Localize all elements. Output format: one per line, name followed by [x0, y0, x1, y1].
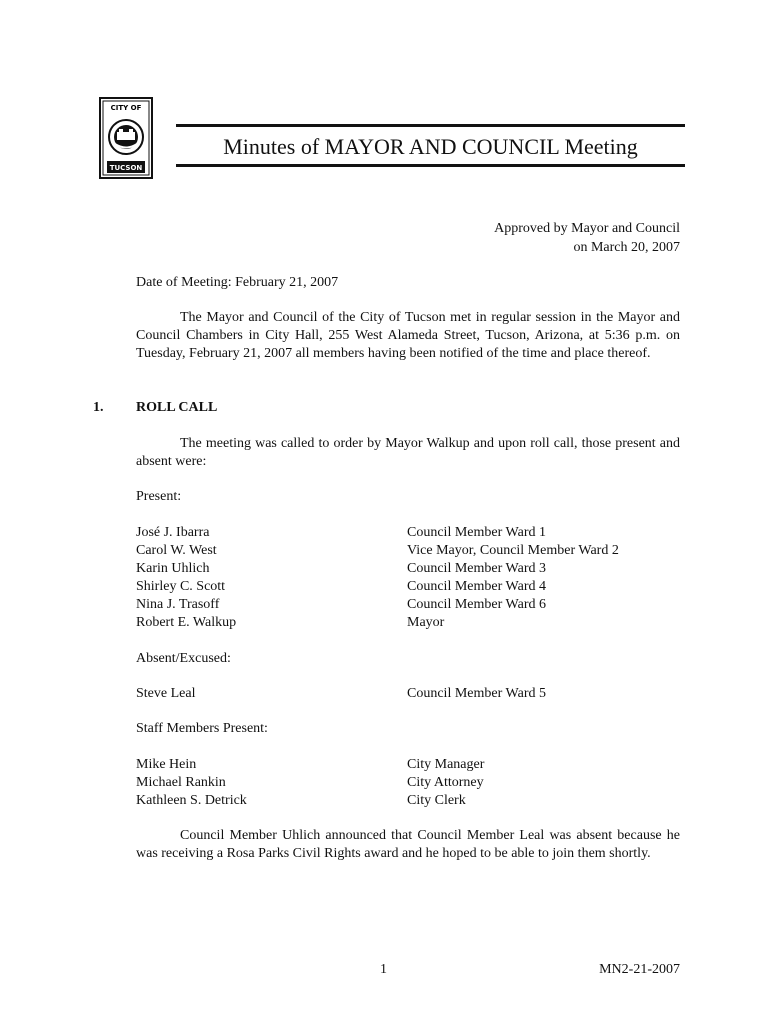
member-role: Mayor [407, 615, 445, 630]
member-name: José J. Ibarra [136, 525, 210, 540]
present-roles [407, 524, 619, 632]
meeting-date: Date of Meeting: February 21, 2007 [136, 275, 339, 290]
member-role: Council Member Ward 1 [407, 525, 546, 540]
staff-name: Michael Rankin [136, 775, 226, 790]
staff-name: Mike Hein [136, 757, 197, 772]
document-code: MN2-21-2007 [599, 962, 680, 977]
staff-role: City Attorney [407, 775, 484, 790]
member-name: Karin Uhlich [136, 561, 210, 576]
approval-line-2: on March 20, 2007 [573, 240, 680, 255]
roll-call-paragraph-text: The meeting was called to order by Mayor Walkup and upon roll call, those present and absent were: [136, 436, 680, 469]
member-name: Carol W. West [136, 543, 217, 558]
closing-paragraph-text: Council Member Uhlich announced that Council Member Leal was absent because he was receiving a Rosa Parks Civil Rights award and he hoped to be able to join them shortly. [136, 828, 680, 861]
present-label: Present: [136, 489, 182, 504]
staff-role: City Clerk [407, 793, 466, 808]
absent-roles [407, 685, 546, 703]
member-role: Vice Mayor, Council Member Ward 2 [407, 543, 619, 558]
staff-name: Kathleen S. Detrick [136, 793, 247, 808]
logo-bottom-text: TUCSON [109, 164, 143, 172]
staff-role: City Manager [407, 757, 485, 772]
member-name: Robert E. Walkup [136, 615, 237, 630]
member-name: Steve Leal [136, 686, 196, 701]
approval-line-1: Approved by Mayor and Council [494, 221, 680, 236]
page-number: 1 [380, 962, 387, 977]
title-rule-bottom [176, 164, 685, 167]
intro-paragraph-text: The Mayor and Council of the City of Tucson met in regular session in the Mayor and Council Chambers in City Hall, 255 West Alameda Street, Tucson, Arizona, at 5:36 p.m. on Tuesday, February 21, 2007 all members having been notified of the time and place thereof. [136, 310, 680, 361]
staff-names [136, 756, 247, 810]
title-rule-top [176, 124, 685, 127]
member-role: Council Member Ward 4 [407, 579, 546, 594]
staff-roles [407, 756, 484, 810]
member-role: Council Member Ward 6 [407, 597, 546, 612]
intro-paragraph [136, 309, 680, 363]
present-names [136, 524, 236, 632]
member-role: Council Member Ward 5 [407, 686, 546, 701]
staff-label: Staff Members Present: [136, 721, 268, 736]
city-of-tucson-seal-logo [99, 97, 153, 179]
closing-paragraph [136, 827, 680, 863]
section-number: 1. [93, 400, 104, 415]
member-name: Nina J. Trasoff [136, 597, 220, 612]
absent-names [136, 685, 195, 703]
approval-note [494, 219, 680, 257]
absent-label: Absent/Excused: [136, 651, 231, 666]
member-name: Shirley C. Scott [136, 579, 226, 594]
member-role: Council Member Ward 3 [407, 561, 546, 576]
page-title: Minutes of MAYOR AND COUNCIL Meeting [223, 134, 638, 159]
section-title: ROLL CALL [136, 400, 218, 415]
seal-graphic [101, 99, 151, 177]
roll-call-paragraph [136, 435, 680, 471]
logo-top-text: CITY OF [110, 104, 142, 112]
